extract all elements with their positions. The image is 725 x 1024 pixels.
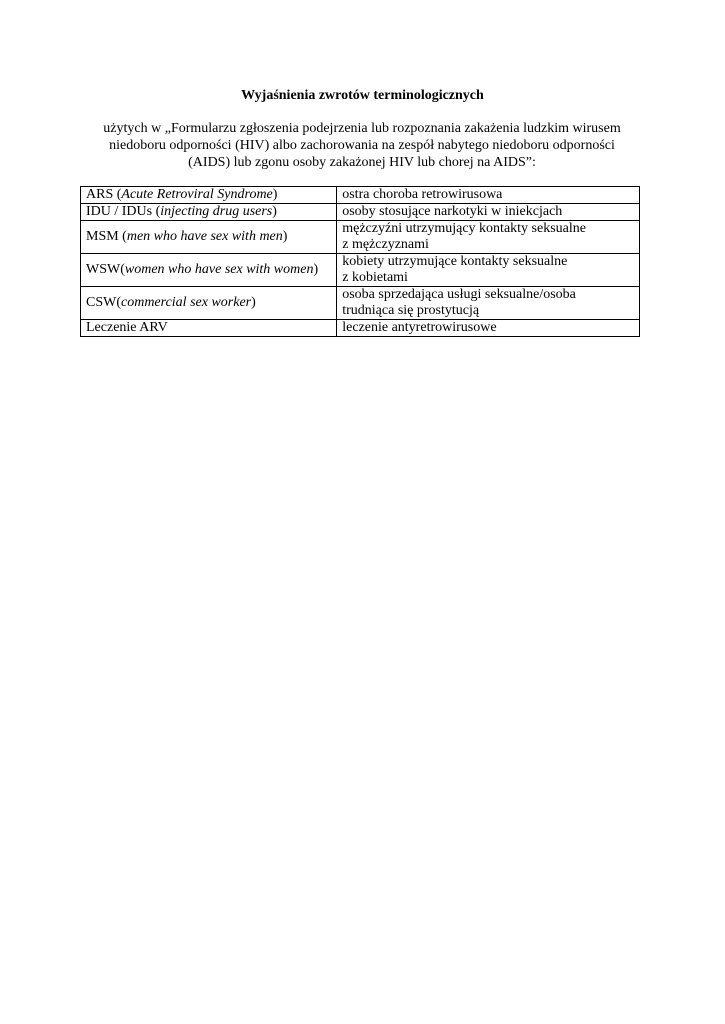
table-row	[81, 254, 640, 287]
definition-line: osoby stosujące narkotyki w iniekcjach	[342, 204, 563, 219]
term-full-name: injecting drug users	[160, 204, 273, 219]
intro-paragraph	[82, 120, 642, 171]
term-cell	[81, 187, 337, 204]
term-abbreviation: Leczenie ARV	[86, 320, 168, 335]
document-title: Wyjaśnienia zwrotów terminologicznych	[241, 88, 484, 103]
term-abbreviation: CSW(	[86, 295, 121, 310]
term-full-name: men who have sex with men	[126, 229, 283, 244]
term-cell	[81, 221, 337, 254]
term-abbreviation: MSM (	[86, 229, 127, 244]
term-close: )	[282, 229, 288, 244]
table-row	[81, 320, 640, 337]
table-row	[81, 287, 640, 320]
definition-line: z mężczyznami	[342, 237, 429, 252]
definition-line: z kobietami	[342, 270, 408, 285]
intro-line: (AIDS) lub zgonu osoby zakażonej HIV lub chorej na AIDS”:	[188, 155, 536, 170]
table-row	[81, 221, 640, 254]
term-cell	[81, 320, 337, 337]
definition-cell	[337, 287, 640, 320]
definition-cell	[337, 187, 640, 204]
table-row	[81, 204, 640, 221]
definition-line: ostra choroba retrowirusowa	[342, 187, 503, 202]
terminology-table	[80, 186, 640, 337]
intro-line: użytych w „Formularzu zgłoszenia podejrzenia lub rozpoznania zakażenia ludzkim wirusem	[103, 121, 621, 136]
definition-line: kobiety utrzymujące kontakty seksualne	[342, 254, 568, 269]
term-cell	[81, 204, 337, 221]
definition-cell	[337, 221, 640, 254]
term-close: )	[313, 262, 319, 277]
term-abbreviation: IDU / IDUs (	[86, 204, 161, 219]
term-cell	[81, 287, 337, 320]
table-row	[81, 187, 640, 204]
term-abbreviation: ARS (	[86, 187, 122, 202]
term-close: )	[251, 295, 256, 310]
term-full-name: Acute Retroviral Syndrome	[121, 187, 273, 202]
definition-line: leczenie antyretrowirusowe	[342, 320, 497, 335]
definition-line: osoba sprzedająca usługi seksualne/osoba	[342, 287, 576, 302]
term-full-name: women who have sex with women	[124, 262, 314, 277]
intro-line: niedoboru odporności (HIV) albo zachorowania na zespół nabytego niedoboru odporności	[109, 138, 615, 153]
term-close: )	[272, 204, 277, 219]
term-cell	[81, 254, 337, 287]
definition-cell	[337, 320, 640, 337]
definition-line: mężczyźni utrzymujący kontakty seksualne	[342, 221, 586, 236]
term-abbreviation: WSW(	[86, 262, 125, 277]
term-full-name: commercial sex worker	[121, 295, 252, 310]
definition-cell	[337, 204, 640, 221]
definition-line: trudniąca się prostytucją	[342, 303, 480, 318]
definition-cell	[337, 254, 640, 287]
term-close: )	[272, 187, 278, 202]
